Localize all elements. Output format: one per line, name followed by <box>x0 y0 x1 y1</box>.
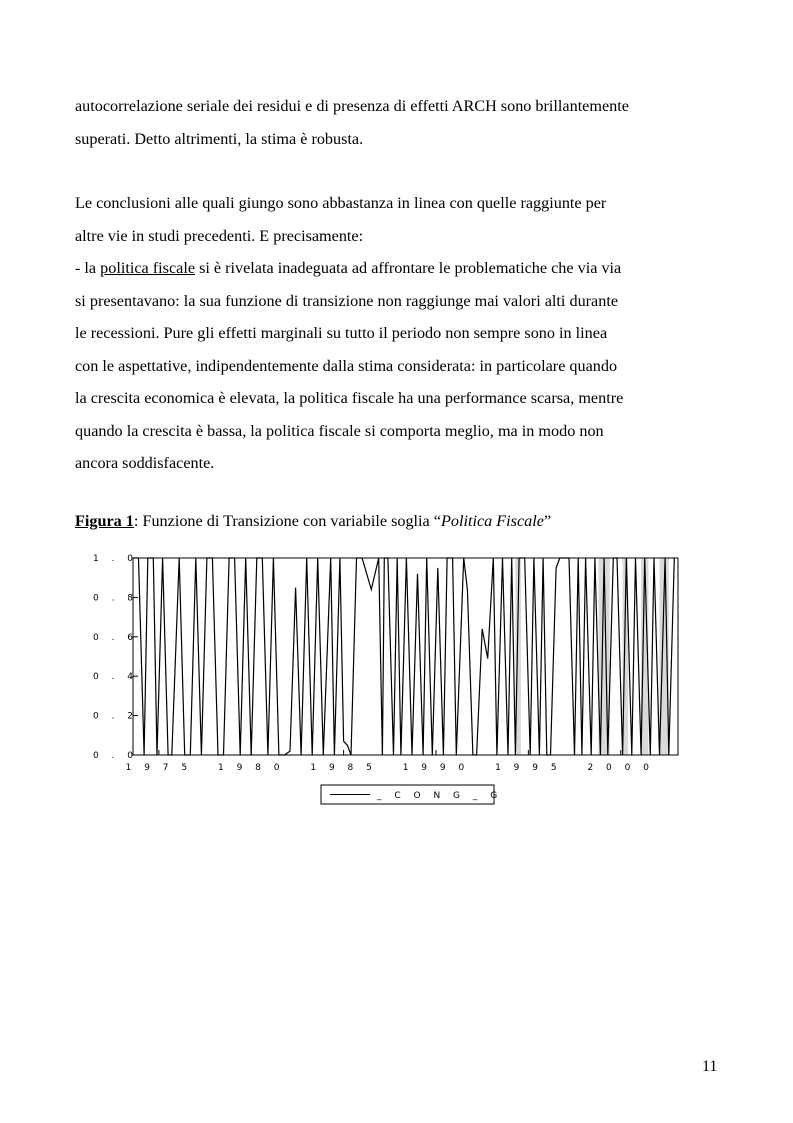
transition-function-chart <box>85 548 685 808</box>
text-line: la crescita economica è elevata, la politica fiscale ha una performance scarsa, mentre <box>75 389 624 407</box>
y-tick-label: 0 . 0 <box>93 751 139 761</box>
figure-label: Figura 1 <box>75 512 134 530</box>
caption-close: ” <box>543 512 552 530</box>
text-line: le recessioni. Pure gli effetti marginali su tutto il periodo non sempre sono in linea <box>75 324 608 342</box>
y-tick-label: 0 . 8 <box>93 593 139 604</box>
text-line: ancora soddisfacente. <box>75 454 215 472</box>
text-line: quando la crescita è bassa, la politica fiscale si comporta meglio, ma in modo non <box>75 421 604 440</box>
page-number: 11 <box>702 1058 718 1075</box>
x-tick-label: 1 9 9 0 <box>402 763 470 773</box>
y-tick-label: 0 . 2 <box>93 711 139 722</box>
x-tick-label: 2 0 0 0 <box>587 763 654 773</box>
text-line: autocorrelazione seriale dei residui e di presenza di effetti ARCH sono brillantemente <box>75 97 629 115</box>
text-line: superati. Detto altrimenti, la stima è robusta. <box>75 129 364 148</box>
y-tick-label: 0 . 4 <box>93 672 139 683</box>
text-fragment: si è rivelata inadeguata ad affrontare le problematiche che via via <box>195 259 622 277</box>
text-line: con le aspettative, indipendentemente dalla stima considerata: in particolare quando <box>75 356 618 375</box>
y-axis <box>93 554 138 761</box>
legend <box>321 785 502 804</box>
y-tick-label: 0 . 6 <box>93 632 139 643</box>
y-tick-label: 1 . 0 <box>93 554 139 564</box>
x-tick-label: 1 9 7 5 <box>125 763 193 773</box>
underlined-term: politica fiscale <box>100 259 196 277</box>
paragraph-2 <box>75 187 725 480</box>
caption-text: : Funzione di Transizione con variabile soglia “ <box>133 512 441 530</box>
figure-caption <box>75 512 551 531</box>
paragraph-1 <box>75 90 725 155</box>
text-fragment: - la <box>75 259 101 277</box>
text-line: altre vie in studi precedenti. E precisamente: <box>75 226 364 245</box>
x-tick-label: 1 9 9 5 <box>495 763 562 773</box>
x-tick-label: 1 9 8 0 <box>217 763 285 773</box>
legend-label: _ C O N G _ G <box>377 791 503 801</box>
text-line: Le conclusioni alle quali giungo sono abbastanza in linea con quelle raggiunte per <box>75 194 607 212</box>
x-tick-label: 1 9 8 5 <box>310 763 377 773</box>
caption-italic: Politica Fiscale <box>440 512 544 530</box>
series-line <box>133 558 674 755</box>
text-line <box>75 252 725 285</box>
text-line: si presentavano: la sua funzione di transizione non raggiunge mai valori alti durante <box>75 291 619 310</box>
series-layer <box>133 558 674 755</box>
